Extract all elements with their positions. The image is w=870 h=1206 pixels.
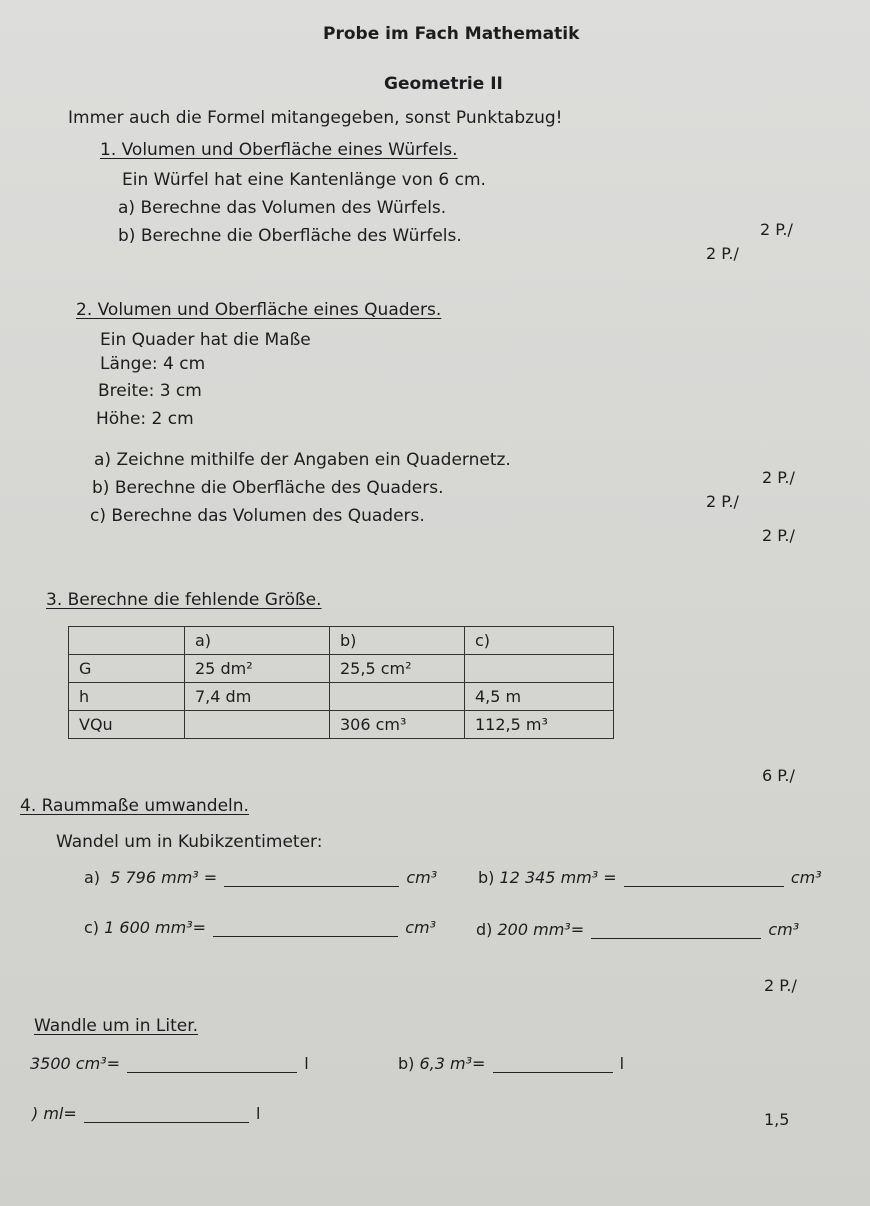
task2-height: Höhe: 2 cm <box>96 409 194 429</box>
task4-c <box>84 918 436 937</box>
table-cell <box>185 711 330 739</box>
task4-a <box>84 868 437 887</box>
table-cell: 306 cm³ <box>330 711 465 739</box>
task2-points-a: 2 P./ <box>762 468 795 487</box>
table-row <box>69 711 614 739</box>
table-row <box>69 655 614 683</box>
task5-c-expr: ) ml= <box>32 1104 77 1123</box>
answer-line <box>493 1071 613 1073</box>
task5-a <box>30 1054 309 1073</box>
task3-table <box>68 626 614 739</box>
task4-b <box>478 868 822 887</box>
table-cell: 112,5 m³ <box>465 711 614 739</box>
task4-c-expr: 1 600 mm³= <box>104 918 207 937</box>
task3-points: 6 P./ <box>762 766 795 785</box>
table-cell: 4,5 m <box>465 683 614 711</box>
answer-line <box>84 1121 249 1123</box>
task4-points: 2 P./ <box>764 976 797 995</box>
answer-line <box>224 885 399 887</box>
task5-points: 1,5 <box>764 1110 790 1129</box>
answer-line <box>127 1071 297 1073</box>
task3-heading: 3. Berechne die fehlende Größe. <box>46 590 322 610</box>
table-cell: h <box>69 683 185 711</box>
table-cell <box>465 655 614 683</box>
task5-heading: Wandle um in Liter. <box>34 1016 199 1036</box>
task5-c-unit: l <box>255 1104 261 1123</box>
table-cell: VQu <box>69 711 185 739</box>
task4-d-label: d) <box>476 920 493 939</box>
task4-a-unit: cm³ <box>406 868 438 887</box>
task5-b-unit: l <box>619 1054 625 1073</box>
task4-d-unit: cm³ <box>768 920 800 939</box>
task1-heading: 1. Volumen und Oberfläche eines Würfels. <box>100 140 458 160</box>
task4-heading: 4. Raummaße umwandeln. <box>20 796 249 816</box>
task5-b <box>398 1054 624 1073</box>
task2-points-c: 2 P./ <box>762 526 795 545</box>
table-header-cell <box>69 627 185 655</box>
task2-heading: 2. Volumen und Oberfläche eines Quaders. <box>76 300 442 320</box>
table-cell: 25 dm² <box>185 655 330 683</box>
task1-b: b) Berechne die Oberfläche des Würfels. <box>118 226 462 246</box>
task4-c-unit: cm³ <box>405 918 437 937</box>
task1-intro: Ein Würfel hat eine Kantenlänge von 6 cm. <box>122 170 486 190</box>
task4-c-label: c) <box>84 918 100 937</box>
table-row <box>69 627 614 655</box>
task4-intro: Wandel um in Kubikzentimeter: <box>56 832 323 852</box>
task4-a-label: a) <box>84 868 101 887</box>
answer-line <box>624 885 784 887</box>
task2-b: b) Berechne die Oberfläche des Quaders. <box>92 478 444 498</box>
table-cell <box>330 683 465 711</box>
page-subtitle: Geometrie II <box>384 74 503 94</box>
task2-length: Länge: 4 cm <box>100 354 206 374</box>
answer-line <box>213 935 398 937</box>
task2-intro: Ein Quader hat die Maße <box>100 330 311 350</box>
table-cell: 25,5 cm² <box>330 655 465 683</box>
table-row <box>69 683 614 711</box>
task4-d-expr: 200 mm³= <box>497 920 585 939</box>
table-cell: 7,4 dm <box>185 683 330 711</box>
task4-a-expr: 5 796 mm³ = <box>110 868 218 887</box>
task1-points-b: 2 P./ <box>706 244 739 263</box>
task4-b-label: b) <box>478 868 495 887</box>
page-title: Probe im Fach Mathematik <box>323 24 580 44</box>
table-header-cell: a) <box>185 627 330 655</box>
task2-a: a) Zeichne mithilfe der Angaben ein Quadernetz. <box>94 450 511 470</box>
task5-a-unit: l <box>304 1054 309 1073</box>
task1-points-a: 2 P./ <box>760 220 793 239</box>
answer-line <box>591 937 761 939</box>
task4-b-unit: cm³ <box>790 868 822 887</box>
task2-c: c) Berechne das Volumen des Quaders. <box>90 506 425 526</box>
task4-d <box>476 920 799 939</box>
task2-width: Breite: 3 cm <box>98 381 202 401</box>
task2-points-b: 2 P./ <box>706 492 739 511</box>
table-header-cell: c) <box>465 627 614 655</box>
table-cell: G <box>69 655 185 683</box>
instruction-note: Immer auch die Formel mitangegeben, sonst Punktabzug! <box>68 108 563 128</box>
task5-b-expr: 6,3 m³= <box>419 1054 486 1073</box>
task5-b-label: b) <box>398 1054 415 1073</box>
task1-a: a) Berechne das Volumen des Würfels. <box>118 198 447 218</box>
task4-b-expr: 12 345 mm³ = <box>499 868 617 887</box>
task5-c <box>32 1104 260 1123</box>
table-header-cell: b) <box>330 627 465 655</box>
task5-a-expr: 3500 cm³= <box>30 1054 121 1073</box>
